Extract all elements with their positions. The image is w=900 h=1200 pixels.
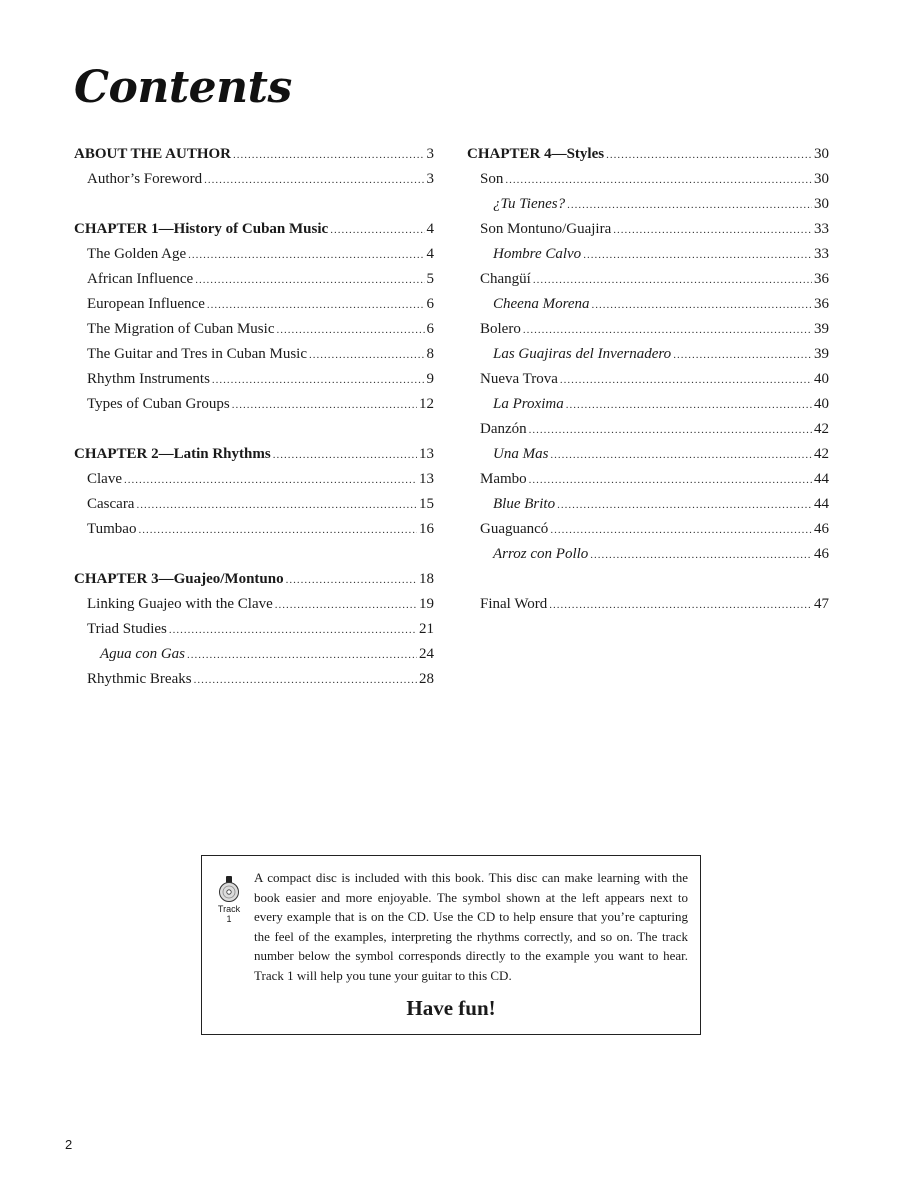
dot-leader: [613, 218, 812, 243]
dot-leader: [550, 443, 812, 468]
toc-entry-title: Types of Cuban Groups: [87, 396, 230, 412]
toc-entry: [467, 167, 829, 192]
toc-page-number: 3: [426, 171, 434, 187]
toc-page-number: 16: [419, 521, 434, 537]
toc-page-number: 6: [426, 296, 434, 312]
dot-leader: [124, 468, 417, 493]
cd-info-box: [201, 855, 701, 1035]
cd-track-symbol: [214, 876, 244, 924]
dot-leader: [286, 568, 417, 593]
dot-leader: [194, 668, 417, 693]
toc-page-number: 39: [814, 346, 829, 362]
toc-page-number: 44: [814, 496, 829, 512]
toc-entry-title: Clave: [87, 471, 122, 487]
toc-entry: [74, 367, 434, 392]
toc-entry: [467, 317, 829, 342]
toc-entry-title: Hombre Calvo: [493, 246, 582, 262]
toc-page-number: 28: [419, 671, 434, 687]
toc-entry: [467, 242, 829, 267]
toc-page-number: 40: [814, 371, 829, 387]
toc-page-number: 33: [814, 221, 829, 237]
toc-entry-title: Las Guajiras del Invernadero: [493, 346, 672, 362]
dot-leader: [566, 393, 812, 418]
toc-entry: [467, 292, 829, 317]
dot-leader: [673, 343, 812, 368]
toc-chapter-entry: [74, 142, 434, 167]
dot-leader: [550, 518, 812, 543]
toc-page-number: 4: [426, 221, 434, 237]
toc-entry-title: Son Montuno/Guajira: [480, 221, 612, 237]
toc-left-column: [74, 142, 434, 692]
toc-entry: [74, 392, 434, 417]
toc-chapter-entry: [74, 567, 434, 592]
toc-entry: [467, 217, 829, 242]
dot-leader: [560, 368, 812, 393]
toc-entry-title: Arroz con Pollo: [493, 546, 589, 562]
toc-entry: [467, 192, 829, 217]
dot-leader: [309, 343, 425, 368]
dot-leader: [567, 193, 812, 218]
toc-page-number: 6: [426, 321, 434, 337]
dot-leader: [233, 143, 425, 168]
dot-leader: [207, 293, 425, 318]
toc-entry: [467, 342, 829, 367]
dot-leader: [533, 268, 812, 293]
toc-entry-title: The Golden Age: [87, 246, 187, 262]
dot-leader: [169, 618, 417, 643]
toc-page-number: 46: [814, 521, 829, 537]
toc-entry-title: Author’s Foreword: [87, 171, 203, 187]
toc-page-number: 13: [419, 446, 434, 462]
toc-entry-title: La Proxima: [493, 396, 564, 412]
toc-entry: [74, 642, 434, 667]
toc-page-number: 18: [419, 571, 434, 587]
dot-leader: [273, 443, 417, 468]
toc-page-number: 3: [426, 146, 434, 162]
toc-entry: [467, 492, 829, 517]
toc-entry: [467, 592, 829, 617]
toc-page-number: 44: [814, 471, 829, 487]
dot-leader: [136, 493, 417, 518]
toc-entry-title: Danzón: [480, 421, 527, 437]
dot-leader: [232, 393, 417, 418]
toc-entry-title: The Migration of Cuban Music: [87, 321, 275, 337]
toc-page-number: 30: [814, 146, 829, 162]
toc-entry: [74, 617, 434, 642]
track-label: Track: [217, 904, 241, 914]
toc-page-number: 13: [419, 471, 434, 487]
page-number: 2: [65, 1137, 73, 1152]
toc-entry: [74, 467, 434, 492]
toc-entry: [74, 317, 434, 342]
toc-entry-title: Cheena Morena: [493, 296, 590, 312]
dot-leader: [212, 368, 425, 393]
toc-entry: [74, 492, 434, 517]
have-fun-text: Have fun!: [406, 996, 496, 1020]
toc-page-number: 46: [814, 546, 829, 562]
toc-entry: [467, 392, 829, 417]
toc-entry-title: ¿Tu Tienes?: [493, 196, 566, 212]
toc-entry: [74, 667, 434, 692]
toc-entry: [467, 517, 829, 542]
dot-leader: [505, 168, 812, 193]
dot-leader: [204, 168, 424, 193]
toc-entry: [467, 367, 829, 392]
toc-entry-title: CHAPTER 2—Latin Rhythms: [74, 446, 271, 462]
toc-page-number: 47: [814, 596, 829, 612]
toc-entry-title: CHAPTER 1—History of Cuban Music: [74, 221, 329, 237]
toc-page-number: 30: [814, 196, 829, 212]
toc-entry-title: Final Word: [480, 596, 548, 612]
toc-entry-title: Agua con Gas: [100, 646, 185, 662]
dot-leader: [330, 218, 424, 243]
toc-page-number: 19: [419, 596, 434, 612]
toc-entry: [74, 592, 434, 617]
toc-entry: [74, 292, 434, 317]
dot-leader: [187, 643, 417, 668]
toc-chapter-entry: [74, 217, 434, 242]
toc-entry-title: Son: [480, 171, 504, 187]
cd-icon: [218, 876, 240, 902]
track-number: 1: [226, 914, 232, 924]
dot-leader: [276, 318, 424, 343]
dot-leader: [590, 543, 812, 568]
toc-entry: [74, 167, 434, 192]
toc-entry: [74, 242, 434, 267]
toc-entry-title: Tumbao: [87, 521, 137, 537]
cd-description: A compact disc is included with this book. This disc can make learning with the book easier and more enjoyable. The symbol shown at the left appears next to every example that is on the CD. Use the CD to help ensure that you’re capturing the feel of the examples, interpreting the rhythms correctly, and so on. The track number below the symbol corresponds directly to the example you want to hear. Track 1 will help you tune your guitar to this CD.: [254, 870, 688, 983]
toc-entry-title: Cascara: [87, 496, 135, 512]
dot-leader: [557, 493, 812, 518]
toc-entry-title: Blue Brito: [493, 496, 556, 512]
toc-page-number: 33: [814, 246, 829, 262]
toc-entry-title: Nueva Trova: [480, 371, 558, 387]
toc-entry: [467, 442, 829, 467]
toc-page-number: 8: [426, 346, 434, 362]
toc-entry-title: Triad Studies: [87, 621, 167, 637]
toc-entry-title: Changüí: [480, 271, 531, 287]
toc-entry: [467, 267, 829, 292]
toc-page-number: 24: [419, 646, 434, 662]
toc-entry-title: Una Mas: [493, 446, 549, 462]
toc-entry-title: European Influence: [87, 296, 205, 312]
dot-leader: [523, 318, 812, 343]
toc-entry-title: Bolero: [480, 321, 521, 337]
toc-entry-title: ABOUT THE AUTHOR: [74, 146, 231, 162]
dot-leader: [188, 243, 424, 268]
dot-leader: [529, 468, 812, 493]
toc-page-number: 36: [814, 296, 829, 312]
toc-entry: [74, 342, 434, 367]
toc-entry: [74, 267, 434, 292]
toc-entry-title: African Influence: [87, 271, 194, 287]
toc-page-number: 15: [419, 496, 434, 512]
dot-leader: [275, 593, 417, 618]
toc-page-number: 4: [426, 246, 434, 262]
dot-leader: [138, 518, 417, 543]
dot-leader: [606, 143, 812, 168]
toc-entry-title: Rhythmic Breaks: [87, 671, 192, 687]
toc-entry-title: Mambo: [480, 471, 527, 487]
toc-page-number: 40: [814, 396, 829, 412]
toc-page-number: 9: [426, 371, 434, 387]
toc-page-number: 5: [426, 271, 434, 287]
dot-leader: [195, 268, 424, 293]
toc-page-number: 12: [419, 396, 434, 412]
toc-entry-title: Rhythm Instruments: [87, 371, 210, 387]
toc-entry-title: CHAPTER 4—Styles: [467, 146, 605, 162]
toc-page-number: 39: [814, 321, 829, 337]
toc-entry: [467, 542, 829, 567]
toc-page-number: 36: [814, 271, 829, 287]
toc-chapter-entry: [467, 142, 829, 167]
toc-chapter-entry: [74, 442, 434, 467]
dot-leader: [549, 593, 812, 618]
toc-entry-title: The Guitar and Tres in Cuban Music: [87, 346, 307, 362]
toc-page-number: 21: [419, 621, 434, 637]
dot-leader: [529, 418, 812, 443]
toc-entry-title: CHAPTER 3—Guajeo/Montuno: [74, 571, 284, 587]
page-title: Contents: [74, 62, 292, 113]
toc-entry: [74, 517, 434, 542]
toc-entry: [467, 417, 829, 442]
toc-entry-title: Linking Guajeo with the Clave: [87, 596, 273, 612]
toc-page-number: 30: [814, 171, 829, 187]
dot-leader: [592, 293, 812, 318]
toc-page-number: 42: [814, 446, 829, 462]
toc-entry-title: Guaguancó: [480, 521, 549, 537]
toc-right-column: [467, 142, 829, 617]
dot-leader: [583, 243, 812, 268]
toc-page-number: 42: [814, 421, 829, 437]
toc-entry: [467, 467, 829, 492]
